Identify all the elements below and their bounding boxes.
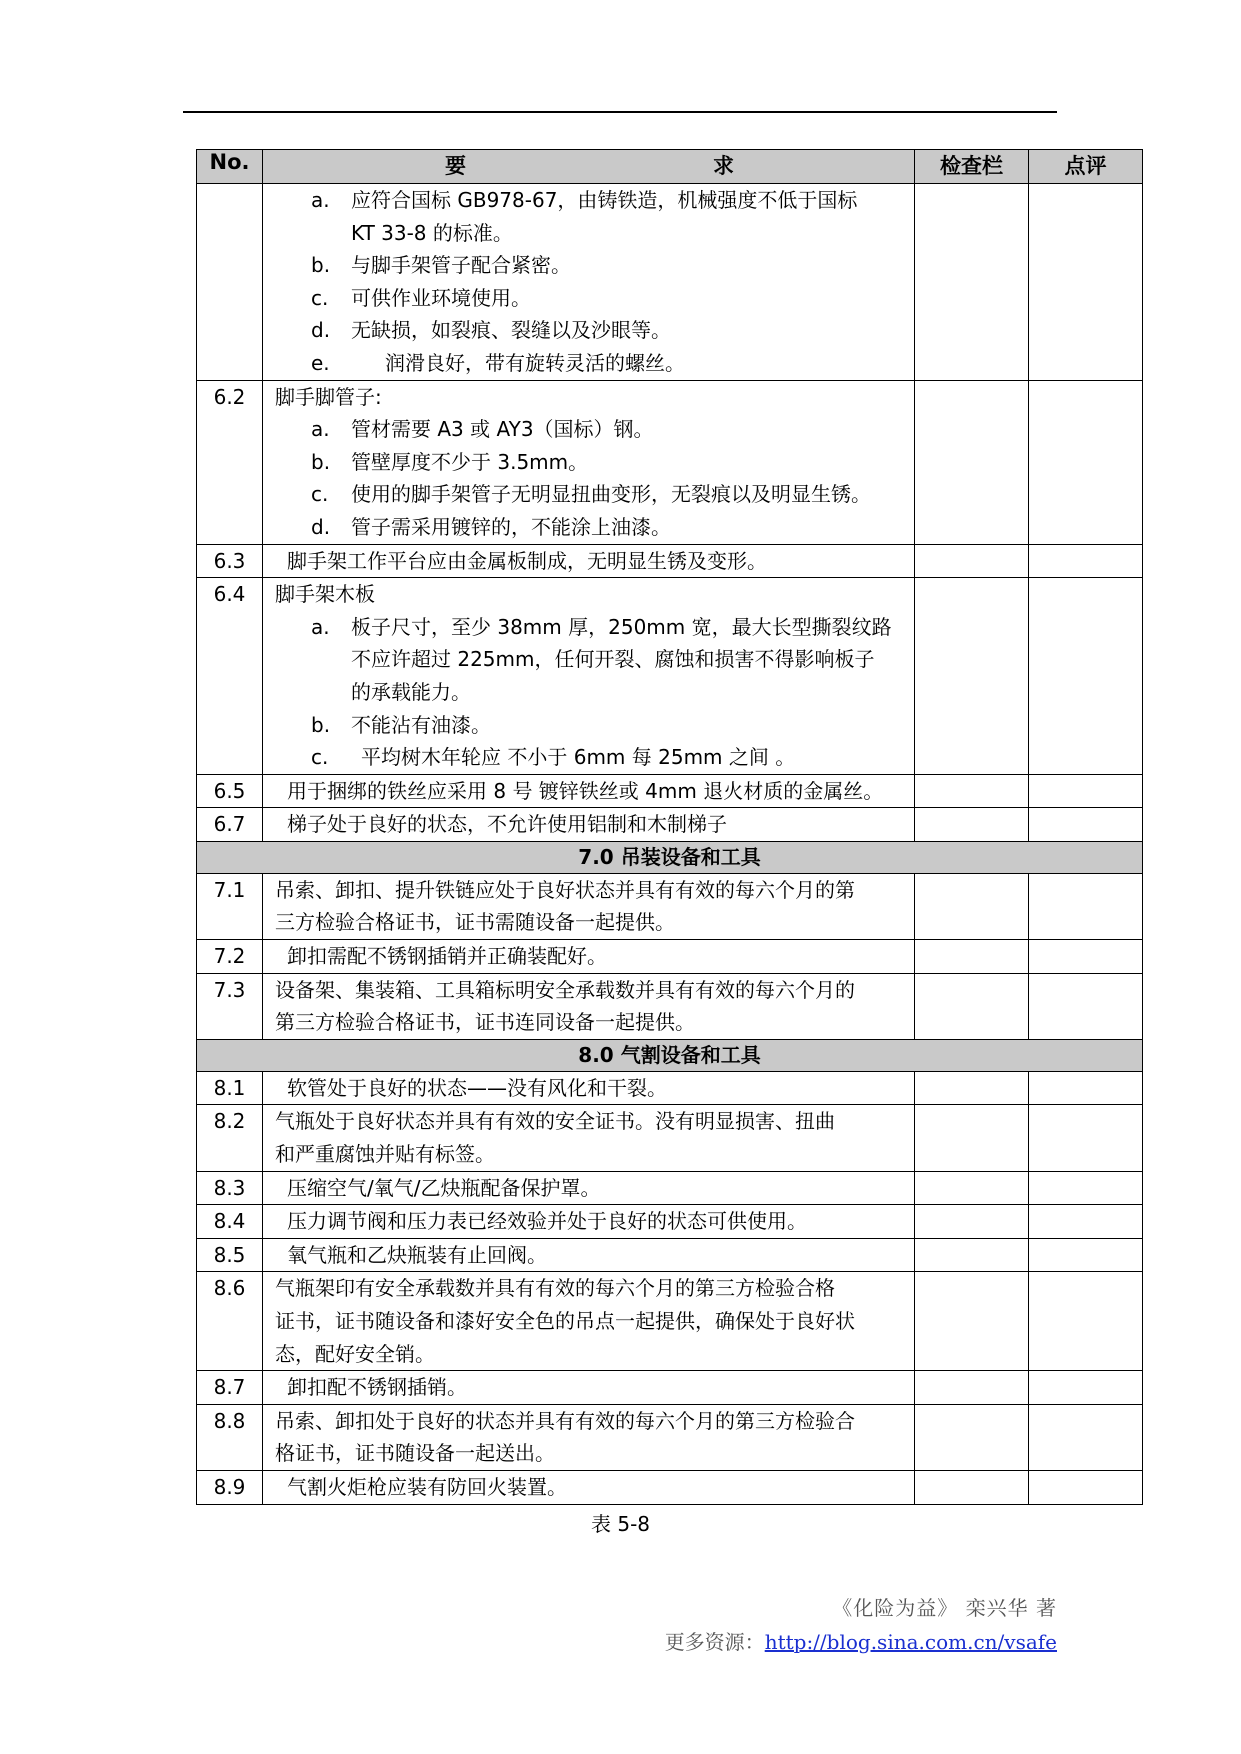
table-row bbox=[197, 578, 1143, 775]
checklist-table bbox=[196, 149, 1143, 1505]
requirement-cell bbox=[263, 808, 915, 842]
comment-cell[interactable] bbox=[1029, 808, 1143, 842]
check-cell[interactable] bbox=[915, 1371, 1029, 1405]
top-rule bbox=[183, 111, 1057, 113]
requirement-text: 卸扣需配不锈钢插销并正确装配好。 bbox=[287, 944, 607, 969]
sub-item bbox=[275, 217, 906, 250]
check-cell[interactable] bbox=[915, 1272, 1029, 1371]
requirement-cell bbox=[263, 578, 915, 775]
item-number bbox=[197, 184, 263, 381]
item-number-text: 8.4 bbox=[213, 1209, 246, 1234]
requirement-text: 卸扣配不锈钢插销。 bbox=[287, 1375, 467, 1400]
table-header bbox=[197, 150, 1143, 184]
sub-item-marker: b. bbox=[311, 712, 331, 737]
check-cell[interactable] bbox=[915, 578, 1029, 775]
sub-item-marker bbox=[275, 217, 351, 250]
footer-link[interactable]: http://blog.sina.com.cn/vsafe bbox=[764, 1630, 1057, 1654]
comment-cell[interactable] bbox=[1029, 1371, 1143, 1405]
comment-cell[interactable] bbox=[1029, 973, 1143, 1039]
sub-item bbox=[275, 249, 906, 282]
table-row bbox=[197, 873, 1143, 939]
sub-item-text: 板子尺寸，至少 38mm 厚，250mm 宽，最大长型撕裂纹路 bbox=[351, 614, 892, 639]
sub-item bbox=[275, 347, 906, 380]
requirement-cell bbox=[263, 1171, 915, 1205]
check-cell[interactable] bbox=[915, 1404, 1029, 1470]
requirement-line: 和严重腐蚀并贴有标签。 bbox=[275, 1142, 495, 1167]
sub-item-text: 应符合国标 GB978-67，由铸铁造，机械强度不低于国标 bbox=[351, 188, 858, 212]
table-row bbox=[197, 1238, 1143, 1272]
sub-item-text: 管壁厚度不少于 3.5mm。 bbox=[351, 449, 589, 474]
sub-item bbox=[275, 643, 906, 676]
sub-item bbox=[275, 676, 906, 709]
comment-cell[interactable] bbox=[1029, 1171, 1143, 1205]
header-req-right: 求 bbox=[713, 154, 734, 178]
item-number bbox=[197, 1071, 263, 1105]
item-number bbox=[197, 544, 263, 578]
sub-item-marker: b. bbox=[311, 253, 331, 278]
requirement-cell bbox=[263, 544, 915, 578]
requirement-text: 压力调节阀和压力表已经效验并处于良好的状态可供使用。 bbox=[287, 1209, 807, 1234]
item-number bbox=[197, 380, 263, 544]
comment-cell[interactable] bbox=[1029, 544, 1143, 578]
item-number-text: 6.4 bbox=[213, 582, 246, 607]
sub-item-text: 润滑良好，带有旋转灵活的螺丝。 bbox=[385, 350, 685, 375]
sub-item-text: KT 33-8 的标准。 bbox=[351, 220, 513, 245]
header-comment: 点评 bbox=[1029, 150, 1143, 184]
comment-cell[interactable] bbox=[1029, 1071, 1143, 1105]
table-row bbox=[197, 1205, 1143, 1239]
check-cell[interactable] bbox=[915, 1071, 1029, 1105]
sub-item-marker: c. bbox=[311, 285, 329, 310]
table-row bbox=[197, 1105, 1143, 1171]
sub-item bbox=[275, 478, 906, 511]
table-row bbox=[197, 1071, 1143, 1105]
item-number-text: 6.7 bbox=[213, 812, 246, 837]
section-row bbox=[197, 841, 1143, 873]
check-cell[interactable] bbox=[915, 873, 1029, 939]
requirement-text: 脚手架工作平台应由金属板制成，无明显生锈及变形。 bbox=[287, 548, 767, 573]
sub-item-marker bbox=[275, 643, 351, 676]
header-requirement bbox=[263, 150, 915, 184]
sub-item-text: 使用的脚手架管子无明显扭曲变形，无裂痕以及明显生锈。 bbox=[351, 482, 871, 507]
check-cell[interactable] bbox=[915, 940, 1029, 974]
requirement-line: 格证书，证书随设备一起送出。 bbox=[275, 1441, 555, 1466]
comment-cell[interactable] bbox=[1029, 380, 1143, 544]
requirement-cell bbox=[263, 1071, 915, 1105]
item-number-text: 8.1 bbox=[213, 1075, 246, 1100]
header-no: No. bbox=[197, 150, 263, 184]
item-number bbox=[197, 873, 263, 939]
sub-item-marker: d. bbox=[311, 514, 331, 539]
requirement-text: 梯子处于良好的状态，不允许使用铝制和木制梯子 bbox=[287, 812, 727, 837]
comment-cell[interactable] bbox=[1029, 1404, 1143, 1470]
requirement-line: 证书，证书随设备和漆好安全色的吊点一起提供，确保处于良好状 bbox=[275, 1309, 855, 1333]
table-row bbox=[197, 1272, 1143, 1371]
requirement-line: 设备架、集装箱、工具箱标明安全承载数并具有有效的每六个月的 bbox=[275, 977, 855, 1002]
sub-item-marker: c. bbox=[311, 745, 329, 770]
table-row bbox=[197, 973, 1143, 1039]
item-number bbox=[197, 1171, 263, 1205]
item-number-text: 8.2 bbox=[213, 1109, 246, 1134]
item-number-text: 6.5 bbox=[213, 778, 246, 803]
requirement-title: 脚手架木板 bbox=[275, 582, 375, 607]
footer-resources bbox=[665, 1626, 1057, 1655]
comment-cell[interactable] bbox=[1029, 774, 1143, 808]
table-row bbox=[197, 380, 1143, 544]
sub-item-text: 不应许超过 225mm，任何开裂、腐蚀和损害不得影响板子 bbox=[351, 647, 875, 672]
footer-resources-label: 更多资源： bbox=[664, 1630, 765, 1654]
sub-item bbox=[275, 314, 906, 347]
requirement-line: 态，配好安全销。 bbox=[275, 1341, 435, 1366]
comment-cell[interactable] bbox=[1029, 940, 1143, 974]
table-row bbox=[197, 940, 1143, 974]
check-cell[interactable] bbox=[915, 1171, 1029, 1205]
requirement-text: 氧气瓶和乙炔瓶装有止回阀。 bbox=[287, 1242, 547, 1267]
sub-item-marker: c. bbox=[311, 482, 329, 507]
item-number-text: 8.6 bbox=[213, 1276, 246, 1301]
item-number bbox=[197, 1205, 263, 1239]
comment-cell[interactable] bbox=[1029, 1205, 1143, 1239]
requirement-text: 用于捆绑的铁丝应采用 8 号 镀锌铁丝或 4mm 退火材质的金属丝。 bbox=[287, 778, 884, 803]
requirement-line: 第三方检验合格证书，证书连同设备一起提供。 bbox=[275, 1010, 695, 1035]
sub-item-text: 与脚手架管子配合紧密。 bbox=[351, 253, 571, 278]
item-number bbox=[197, 808, 263, 842]
check-cell[interactable] bbox=[915, 1238, 1029, 1272]
requirement-line: 吊索、卸扣处于良好的状态并具有有效的每六个月的第三方检验合 bbox=[275, 1408, 855, 1433]
comment-cell[interactable] bbox=[1029, 873, 1143, 939]
sub-item-marker: e. bbox=[311, 350, 330, 375]
item-number bbox=[197, 578, 263, 775]
item-number-text: 7.2 bbox=[213, 944, 246, 969]
requirement-line: 三方检验合格证书，证书需随设备一起提供。 bbox=[275, 910, 675, 935]
item-number-text: 8.5 bbox=[213, 1242, 246, 1267]
check-cell[interactable] bbox=[915, 184, 1029, 381]
item-number bbox=[197, 940, 263, 974]
requirement-line: 气瓶架印有安全承载数并具有有效的每六个月的第三方检验合格 bbox=[275, 1276, 835, 1301]
item-number-text: 7.1 bbox=[213, 877, 246, 902]
requirement-cell bbox=[263, 380, 915, 544]
sub-item-text: 的承载能力。 bbox=[351, 679, 471, 704]
footer-book: 《化险为益》 栾兴华 著 bbox=[832, 1596, 1057, 1620]
requirement-title: 脚手脚管子: bbox=[275, 384, 382, 409]
requirement-cell bbox=[263, 1105, 915, 1171]
item-number-text: 8.8 bbox=[213, 1408, 246, 1433]
sub-item bbox=[275, 413, 906, 446]
section-row bbox=[197, 1039, 1143, 1071]
check-cell[interactable] bbox=[915, 544, 1029, 578]
item-number bbox=[197, 1105, 263, 1171]
sub-item-text: 可供作业环境使用。 bbox=[351, 285, 531, 310]
item-number bbox=[197, 1371, 263, 1405]
comment-cell[interactable] bbox=[1029, 578, 1143, 775]
header-check: 检查栏 bbox=[915, 150, 1029, 184]
check-cell[interactable] bbox=[915, 380, 1029, 544]
comment-cell[interactable] bbox=[1029, 184, 1143, 381]
sub-item-marker: d. bbox=[311, 318, 331, 343]
requirement-cell bbox=[263, 774, 915, 808]
sub-item-marker bbox=[275, 676, 351, 709]
sub-item-text: 平均树木年轮应 不小于 6mm 每 25mm 之间 。 bbox=[361, 745, 796, 770]
requirement-text: 气割火炬枪应装有防回火装置。 bbox=[287, 1474, 567, 1499]
table-row bbox=[197, 808, 1143, 842]
check-cell[interactable] bbox=[915, 774, 1029, 808]
sub-item bbox=[275, 611, 906, 644]
requirement-cell bbox=[263, 1238, 915, 1272]
requirement-cell bbox=[263, 873, 915, 939]
table-row bbox=[197, 1171, 1143, 1205]
sub-item-marker: a. bbox=[311, 614, 330, 639]
item-number bbox=[197, 1404, 263, 1470]
item-number-text: 6.2 bbox=[213, 384, 246, 409]
requirement-text: 压缩空气/氧气/乙炔瓶配备保护罩。 bbox=[287, 1175, 601, 1200]
requirement-cell bbox=[263, 973, 915, 1039]
requirement-cell bbox=[263, 940, 915, 974]
item-number-text: 8.3 bbox=[213, 1175, 246, 1200]
requirement-line: 气瓶处于良好状态并具有有效的安全证书。没有明显损害、扭曲 bbox=[275, 1109, 835, 1134]
check-cell[interactable] bbox=[915, 1205, 1029, 1239]
sub-item-text: 无缺损，如裂痕、裂缝以及沙眼等。 bbox=[351, 318, 671, 343]
sub-item bbox=[275, 184, 906, 217]
comment-cell[interactable] bbox=[1029, 1272, 1143, 1371]
item-number-text: 8.7 bbox=[213, 1375, 246, 1400]
check-cell[interactable] bbox=[915, 808, 1029, 842]
requirement-cell bbox=[263, 1404, 915, 1470]
table-caption: 表 5-8 bbox=[590, 1512, 651, 1536]
requirement-cell bbox=[263, 1470, 915, 1504]
table-row bbox=[197, 774, 1143, 808]
item-number bbox=[197, 1470, 263, 1504]
sub-item-text: 不能沾有油漆。 bbox=[351, 712, 491, 737]
item-number bbox=[197, 1238, 263, 1272]
check-cell[interactable] bbox=[915, 1470, 1029, 1504]
section-title: 7.0 吊装设备和工具 bbox=[197, 841, 1143, 873]
requirement-text: 软管处于良好的状态——没有风化和干裂。 bbox=[287, 1075, 667, 1100]
sub-item bbox=[275, 446, 906, 479]
table-row bbox=[197, 1404, 1143, 1470]
sub-item-text: 管子需采用镀锌的，不能涂上油漆。 bbox=[351, 514, 671, 539]
item-number-text: 7.3 bbox=[213, 977, 246, 1002]
requirement-line: 吊索、卸扣、提升铁链应处于良好状态并具有有效的每六个月的第 bbox=[275, 877, 855, 902]
requirement-cell bbox=[263, 1272, 915, 1371]
sub-item bbox=[275, 741, 906, 774]
check-cell[interactable] bbox=[915, 1105, 1029, 1171]
comment-cell[interactable] bbox=[1029, 1238, 1143, 1272]
table-row bbox=[197, 184, 1143, 381]
item-number bbox=[197, 774, 263, 808]
comment-cell[interactable] bbox=[1029, 1470, 1143, 1504]
sub-item-text: 管材需要 A3 或 AY3（国标）钢。 bbox=[351, 417, 654, 442]
sub-item bbox=[275, 282, 906, 315]
sub-item-marker: b. bbox=[311, 449, 331, 474]
requirement-cell bbox=[263, 184, 915, 381]
table-row bbox=[197, 544, 1143, 578]
item-number bbox=[197, 973, 263, 1039]
header-req-left: 要 bbox=[445, 154, 466, 178]
comment-cell[interactable] bbox=[1029, 1105, 1143, 1171]
sub-item-marker: a. bbox=[311, 188, 330, 212]
check-cell[interactable] bbox=[915, 973, 1029, 1039]
requirement-cell bbox=[263, 1371, 915, 1405]
item-number bbox=[197, 1272, 263, 1371]
table-row bbox=[197, 1371, 1143, 1405]
sub-item bbox=[275, 709, 906, 742]
table-row bbox=[197, 1470, 1143, 1504]
requirement-cell bbox=[263, 1205, 915, 1239]
sub-item bbox=[275, 511, 906, 544]
section-title: 8.0 气割设备和工具 bbox=[197, 1039, 1143, 1071]
item-number-text: 6.3 bbox=[213, 548, 246, 573]
sub-item-marker: a. bbox=[311, 417, 330, 442]
item-number-text: 8.9 bbox=[213, 1474, 246, 1499]
